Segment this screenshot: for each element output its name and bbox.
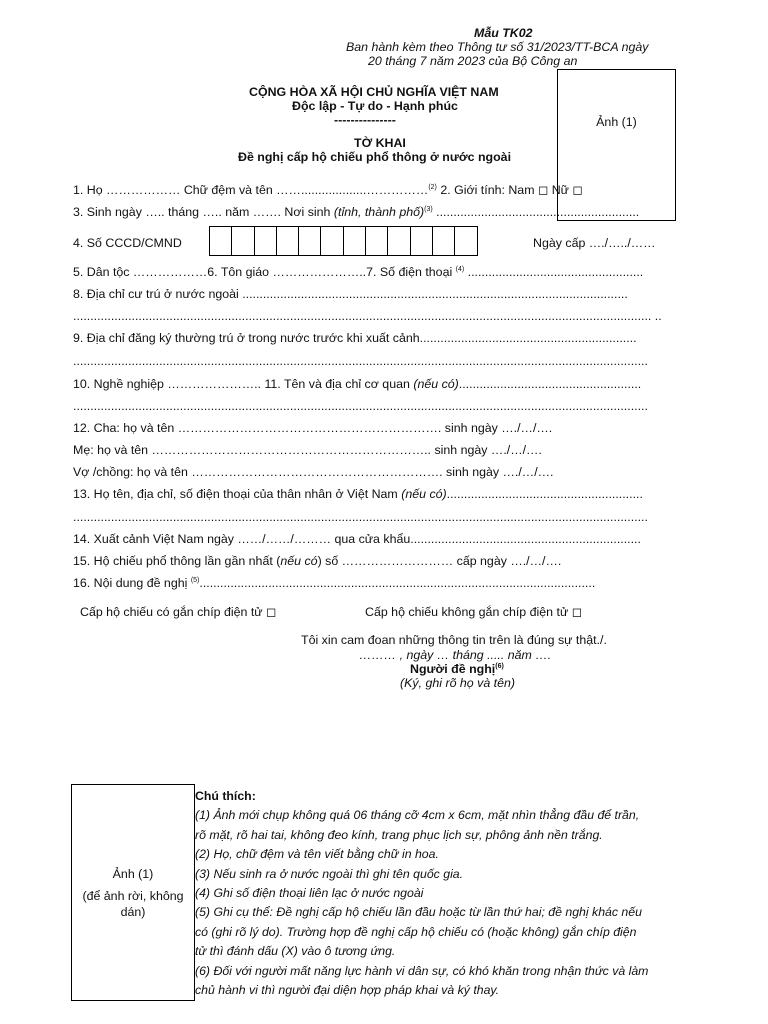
field-gender: 2. Giới tính: Nam ◻ Nữ ◻ bbox=[436, 183, 583, 197]
id-number-boxes[interactable] bbox=[209, 226, 477, 256]
field-birth-place-dots: ........................................................... bbox=[432, 205, 640, 219]
field-9: 9. Địa chỉ đăng ký thường trú ở trong nước trước khi xuất cảnh............................................................... bbox=[73, 331, 637, 345]
field-10-line2: ....................................................................................................................................................................... bbox=[73, 399, 648, 413]
footnote-line: chủ hành vi thì người đại diện hợp pháp khai và ký thay. bbox=[195, 983, 500, 998]
photo-label-top: Ảnh (1) bbox=[596, 115, 637, 129]
field-8-line2: ........................................................................................................................................................................ .. bbox=[73, 309, 662, 323]
form-subtitle: Đề nghị cấp hộ chiếu phổ thông ở nước ngoài bbox=[238, 150, 512, 164]
note-ref-6: (6) bbox=[495, 663, 504, 670]
field-13 bbox=[73, 487, 643, 501]
field-birth-place-hint: (tỉnh, thành phố) bbox=[333, 205, 425, 219]
note-ref-3: (3) bbox=[424, 206, 433, 213]
field-request: 16. Nội dung đề nghị bbox=[73, 576, 191, 590]
id-digit-box[interactable] bbox=[343, 226, 366, 256]
footnote-line: (1) Ảnh mới chụp không quá 06 tháng cỡ 4cm x 6cm, mặt nhìn thẳng đầu để trần, bbox=[195, 808, 640, 823]
field-birth-date: 3. Sinh ngày ….. tháng ….. năm ……. Nơi sinh bbox=[73, 205, 334, 219]
footnotes bbox=[195, 787, 685, 1000]
field-workplace-dots: ..................................................... bbox=[458, 377, 642, 391]
field-8: 8. Địa chỉ cư trú ở nước ngoài ................................................................................................................ bbox=[73, 287, 628, 301]
nation-motto: Độc lập - Tự do - Hạnh phúc bbox=[292, 99, 458, 113]
applicant-label bbox=[410, 662, 504, 676]
footnote-line: (5) Ghi cụ thể: Đề nghị cấp hộ chiếu lần đầu hoặc từ lần thứ hai; đề nghị khác nếu bbox=[195, 905, 642, 920]
field-request-dots: ................................................................................................................... bbox=[199, 576, 596, 590]
issued-line-2: 20 tháng 7 năm 2023 của Bộ Công an bbox=[368, 54, 578, 68]
field-id-issued: Ngày cấp …./…../…… bbox=[533, 236, 656, 250]
form-code: Mẫu TK02 bbox=[474, 26, 533, 40]
field-last-passport-number: ) số ……………………… cấp ngày …./…/…. bbox=[317, 554, 562, 568]
field-occupation: 10. Nghề nghiệp ………………….. 11. Tên và địa chỉ cơ quan bbox=[73, 377, 414, 391]
field-relatives-hint: (nếu có) bbox=[401, 487, 447, 501]
id-digit-box[interactable] bbox=[209, 226, 232, 256]
note-ref-2: (2) bbox=[428, 184, 437, 191]
id-digit-box[interactable] bbox=[254, 226, 277, 256]
field-id-label: 4. Số CCCD/CMND bbox=[73, 236, 182, 250]
field-3 bbox=[73, 205, 639, 219]
field-workplace-hint: (nếu có) bbox=[413, 377, 459, 391]
field-1-2 bbox=[73, 182, 583, 197]
photo-box-bottom bbox=[71, 784, 195, 1001]
field-15 bbox=[73, 554, 561, 568]
footnote-line: tử thì đánh dấu (X) vào ô tương ứng. bbox=[195, 944, 396, 959]
pledge-text: Tôi xin cam đoan những thông tin trên là đúng sự thật./. bbox=[301, 633, 607, 647]
id-digit-box[interactable] bbox=[320, 226, 343, 256]
id-digit-box[interactable] bbox=[276, 226, 299, 256]
motto-rule: --------------- bbox=[334, 113, 396, 127]
field-10-11 bbox=[73, 377, 641, 391]
applicant-title: Người đề nghị bbox=[410, 662, 496, 676]
option-without-chip[interactable]: Cấp hộ chiếu không gắn chíp điện tử ◻ bbox=[365, 605, 582, 619]
option-with-chip[interactable]: Cấp hộ chiếu có gắn chíp điện tử ◻ bbox=[80, 605, 277, 619]
field-5-7 bbox=[73, 265, 643, 279]
id-digit-box[interactable] bbox=[410, 226, 433, 256]
id-digit-box[interactable] bbox=[432, 226, 455, 256]
field-name: 1. Họ ……………… Chữ đệm và tên ……...................…………… bbox=[73, 183, 429, 197]
field-relatives: 13. Họ tên, địa chỉ, số điện thoại của thân nhân ở Việt Nam bbox=[73, 487, 402, 501]
footnote-line: rõ mặt, rõ hai tai, không đeo kính, trang phục lịch sự, phông ảnh nền trắng. bbox=[195, 827, 603, 842]
footnote-line: (2) Họ, chữ đệm và tên viết bằng chữ in hoa. bbox=[195, 847, 439, 862]
field-mother: Mẹ: họ và tên ………………………………………………………….. sinh ngày …./…/…. bbox=[73, 443, 542, 457]
field-spouse: Vợ /chồng: họ và tên ……………………………………………………. sinh ngày …./…/…. bbox=[73, 465, 554, 479]
note-ref-5: (5) bbox=[190, 577, 200, 584]
id-digit-box[interactable] bbox=[365, 226, 388, 256]
note-ref-4: (4) bbox=[455, 266, 465, 273]
footnote-line: (3) Nếu sinh ra ở nước ngoài thì ghi tên quốc gia. bbox=[195, 866, 464, 881]
field-ethnicity-religion-phone: 5. Dân tộc ………………6. Tôn giáo …………………..7. Số điện thoại bbox=[73, 265, 456, 279]
field-last-passport: 15. Hộ chiếu phổ thông lần gần nhất ( bbox=[73, 554, 281, 568]
field-16 bbox=[73, 576, 595, 590]
id-digit-box[interactable] bbox=[298, 226, 321, 256]
form-title: TỜ KHAI bbox=[354, 136, 406, 150]
id-digit-box[interactable] bbox=[387, 226, 410, 256]
footnote-line: (6) Đối với người mất năng lực hành vi dân sự, có khó khăn trong nhận thức và làm bbox=[195, 963, 649, 978]
nation-name: CỘNG HÒA XÃ HỘI CHỦ NGHĨA VIỆT NAM bbox=[249, 85, 499, 99]
photo-label-bottom: Ảnh (1) bbox=[112, 867, 154, 881]
footnote-line: (4) Ghi số điện thoại liên lạc ở nước ngoài bbox=[195, 886, 424, 901]
field-phone-dots: ................................................... bbox=[464, 265, 644, 279]
photo-note: (để ảnh rời, không dán) bbox=[82, 889, 184, 919]
footnotes-heading: Chú thích: bbox=[195, 789, 256, 803]
id-digit-box[interactable] bbox=[231, 226, 254, 256]
field-9-line2: ....................................................................................................................................................................... bbox=[73, 354, 648, 368]
footnote-line: có (ghi rõ lý do). Trường hợp đề nghị cấp hộ chiếu có (hoặc không) gắn chíp điện bbox=[195, 924, 637, 939]
signature-instruction: (Ký, ghi rõ họ và tên) bbox=[400, 676, 516, 690]
field-relatives-dots: ......................................................... bbox=[446, 487, 643, 501]
date-line: ……… , ngày … tháng ..... năm …. bbox=[359, 648, 552, 662]
photo-box-top bbox=[557, 69, 676, 221]
field-father: 12. Cha: họ và tên ………………………………………………………. sinh ngày …./…/…. bbox=[73, 421, 553, 435]
issued-line-1: Ban hành kèm theo Thông tư số 31/2023/TT-BCA ngày bbox=[346, 40, 649, 54]
field-last-passport-hint: nếu có bbox=[280, 554, 318, 568]
id-digit-box[interactable] bbox=[454, 226, 477, 256]
field-13-line2: ....................................................................................................................................................................... bbox=[73, 510, 648, 524]
field-14: 14. Xuất cảnh Việt Nam ngày ……/……/……… qua cửa khẩu................................................................... bbox=[73, 532, 641, 546]
